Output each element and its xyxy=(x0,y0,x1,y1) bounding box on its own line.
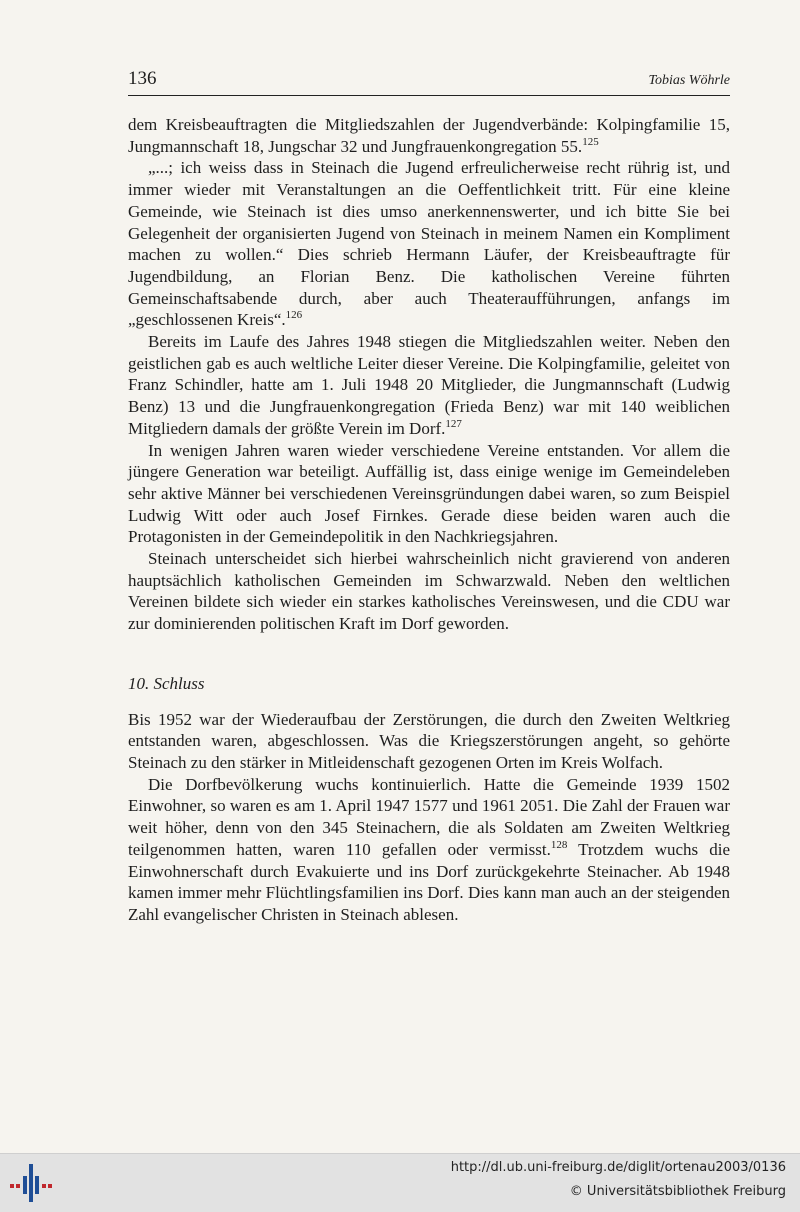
footer-bar xyxy=(0,1153,800,1212)
ub-freiburg-logo-icon[interactable] xyxy=(10,1162,52,1204)
paragraph-3: Bereits im Laufe des Jahres 1948 stiegen die Mitgliedszahlen weiter. Neben den geistlichen gab es auch weltliche Leiter dieser Vereine. Die Kolpingfamilie, geleitet von Franz Schindler, hatte am 1. Juli 1948 20 Mitglieder, die Jungmannschaft (Ludwig Benz) 13 und die Jungfrauenkongregation (Frieda Benz) war mit 140 weiblichen Mitgliedern damals der größte Verein im Dorf.$^{127}$ xyxy=(128,332,730,438)
running-head: Tobias Wöhrle xyxy=(648,73,730,88)
paragraph-5: Steinach unterscheidet sich hierbei wahrscheinlich nicht gravierend von anderen hauptsächlich katholischen Gemeinden im Schwarzwald. Neben den weltlichen Vereinen bildete sich wieder ein starkes katholisches Vereinswesen, und die CDU war zur dominierenden politischen Kraft im Dorf geworden. xyxy=(128,549,730,634)
paragraph-1: dem Kreisbeauftragten die Mitgliedszahlen der Jugendverbände: Kolpingfamilie 15, Jungmannschaft 18, Jungschar 32 und Jungfrauenkongregation 55.$^{125}$ xyxy=(128,115,730,156)
section-heading: 10. Schluss xyxy=(128,673,205,693)
footnote-ref-128[interactable]: 128 xyxy=(550,838,568,851)
footnote-ref-125[interactable]: 125 xyxy=(582,135,599,148)
page-header xyxy=(128,68,730,96)
page-number: 136 xyxy=(128,68,157,89)
paragraph-4: In wenigen Jahren waren wieder verschiedene Vereine entstanden. Vor allem die jüngere Generation war beteiligt. Auffällig ist, dass einige wenige im Gemeindeleben sehr aktive Männer bei verschiedenen Vereinsgründungen dabei waren, so zum Beispiel Ludwig Witt oder auch Josef Firnkes. Gerade diese beiden waren auch die Protagonisten in der Gemeindepolitik in den Nachkriegsjahren. xyxy=(128,440,730,547)
paragraph-2: „...; ich weiss dass in Steinach die Jugend erfreulicherweise recht rührig ist, und immer wieder mit Veranstaltungen an die Oeffentlichkeit tritt. Für eine kleine Gemeinde, wie Steinach ist dies umso anerkennenswerter, und ich bitte Sie bei Gelegenheit der organisierten Jugend von Steinach in meinem Namen ein Kompliment machen zu wollen.“ Dies schrieb Hermann Läufer, der Kreisbeauftragte für Jugendbildung, an Florian Benz. Die katholischen Vereine führten Gemeinschaftsabende durch, aber auch Theateraufführungen, anfangs im „geschlossenen Kreis“.$^{126}$ xyxy=(128,158,730,330)
document-page xyxy=(128,68,730,926)
section-paragraph-1: Bis 1952 war der Wiederaufbau der Zerstörungen, die durch den Zweiten Weltkrieg entstanden waren, abgeschlossen. Was die Kriegszerstörungen angeht, so gehörte Steinach zu den stärker in Mitleidenschaft gezogenen Orten im Kreis Wolfach. xyxy=(128,709,730,772)
section-paragraph-2: Die Dorfbevölkerung wuchs kontinuierlich. Hatte die Gemeinde 1939 1502 Einwohner, so waren es am 1. April 1947 1577 und 1961 2051. Die Zahl der Frauen war weit höher, denn von den 345 Steinachern, die als Soldaten am Zweiten Weltkrieg teilgenommen hatten, waren 110 gefallen oder vermisst.$^{128}$ Trotzdem wuchs die Einwohnerschaft durch Evakuierte und ins Dorf zurückgekehrte Steinacher. Ab 1948 kamen immer mehr Flüchtlingsfamilien ins Dorf. Dies kann man auch an der steigenden Zahl evangelischer Christen in Steinach ablesen. xyxy=(128,774,730,924)
source-url-link[interactable]: http://dl.ub.uni-freiburg.de/diglit/ortenau2003/0136 xyxy=(450,1160,786,1175)
body-text xyxy=(128,114,730,926)
copyright-notice: © Universitätsbibliothek Freiburg xyxy=(569,1184,786,1199)
footnote-ref-126[interactable]: 126 xyxy=(285,309,303,322)
footnote-ref-127[interactable]: 127 xyxy=(445,417,462,430)
